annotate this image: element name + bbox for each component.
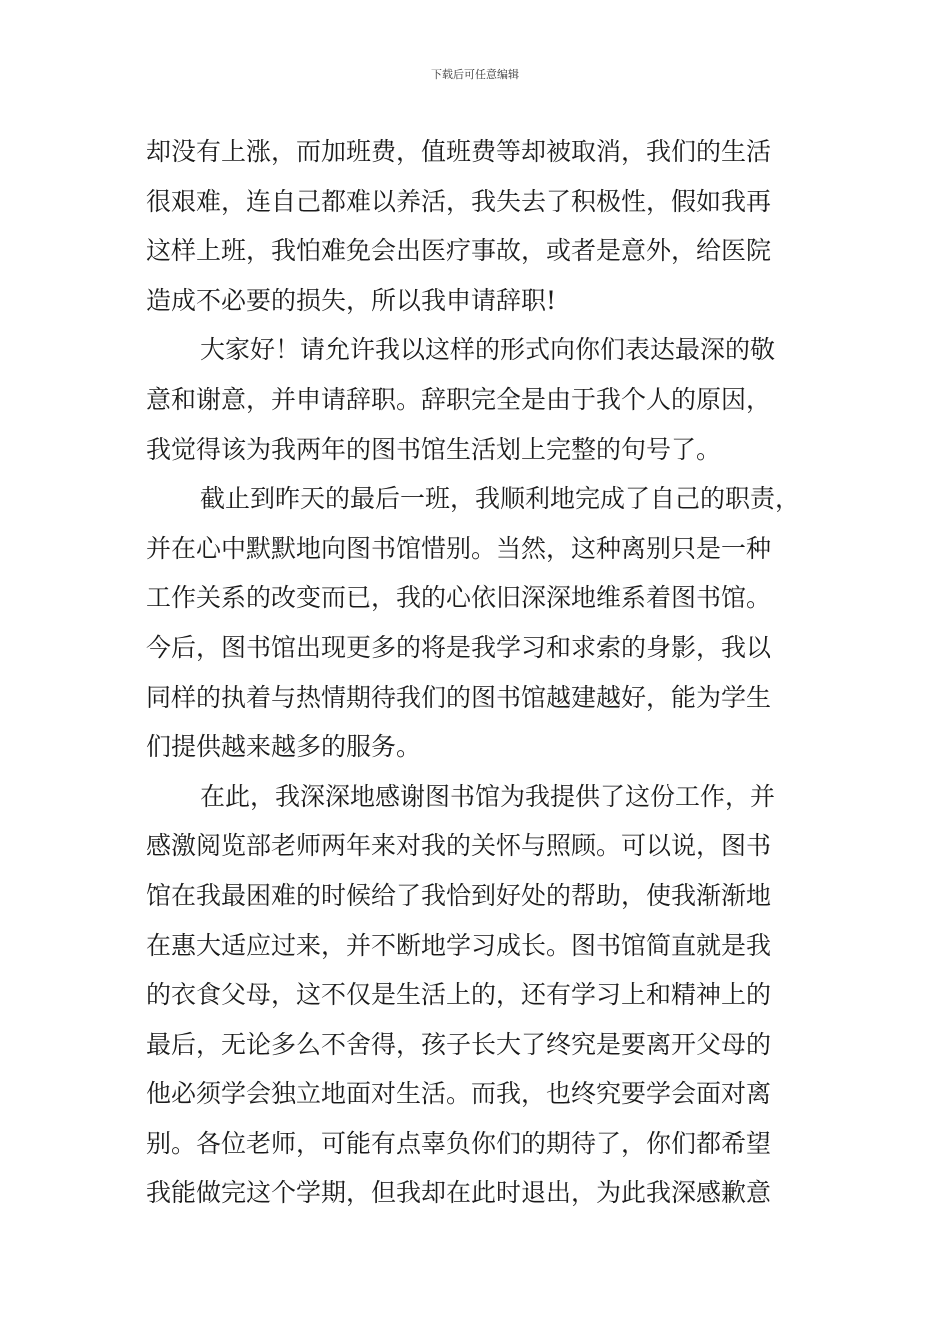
text-line: 我能做完这个学期，但我却在此时退出，为此我深感歉意 (146, 1178, 772, 1208)
text-line: 这样上班，我怕难免会出医疗事故，或者是意外，给医院 (146, 236, 772, 266)
text-line: 今后，图书馆出现更多的将是我学习和求索的身影，我以 (146, 632, 772, 662)
paragraph-first-line: 在此，我深深地感谢图书馆为我提供了这份工作，并 (200, 781, 776, 811)
text-line: 感激阅览部老师两年来对我的关怀与照顾。可以说，图书 (146, 831, 772, 861)
text-line: 在惠大适应过来，并不断地学习成长。图书馆简直就是我 (146, 930, 772, 960)
text-line: 并在心中默默地向图书馆惜别。当然，这种离别只是一种 (146, 533, 772, 563)
paragraph-first-line: 大家好！请允许我以这样的形式向你们表达最深的敬 (200, 335, 776, 365)
page-header: 下载后可任意编辑 (431, 68, 519, 81)
text-line: 他必须学会独立地面对生活。而我，也终究要学会面对离 (146, 1079, 772, 1109)
text-line: 意和谢意，并申请辞职。辞职完全是由于我个人的原因， (146, 384, 772, 414)
text-line: 同样的执着与热情期待我们的图书馆越建越好，能为学生 (146, 682, 772, 712)
text-line: 却没有上涨，而加班费，值班费等却被取消，我们的生活 (146, 137, 772, 166)
text-line: 们提供越来越多的服务。 (146, 732, 422, 762)
text-line: 工作关系的改变而已，我的心依旧深深地维系着图书馆。 (146, 583, 772, 613)
paragraph-first-line: 截止到昨天的最后一班，我顺利地完成了自己的职责， (200, 484, 801, 514)
text-line: 最后，无论多么不舍得，孩子长大了终究是要离开父母的 (146, 1029, 772, 1059)
document-body (146, 127, 816, 1218)
text-line: 造成不必要的损失，所以我申请辞职! (146, 285, 557, 315)
text-line: 别。各位老师，可能有点辜负你们的期待了，你们都希望 (146, 1128, 772, 1158)
text-line: 馆在我最困难的时候给了我恰到好处的帮助，使我渐渐地 (146, 880, 772, 910)
text-line: 很艰难，连自己都难以养活，我失去了积极性，假如我再 (146, 186, 772, 216)
text-line: 我觉得该为我两年的图书馆生活划上完整的句号了。 (146, 434, 722, 464)
text-line: 的衣食父母，这不仅是生活上的，还有学习上和精神上的 (146, 980, 772, 1010)
